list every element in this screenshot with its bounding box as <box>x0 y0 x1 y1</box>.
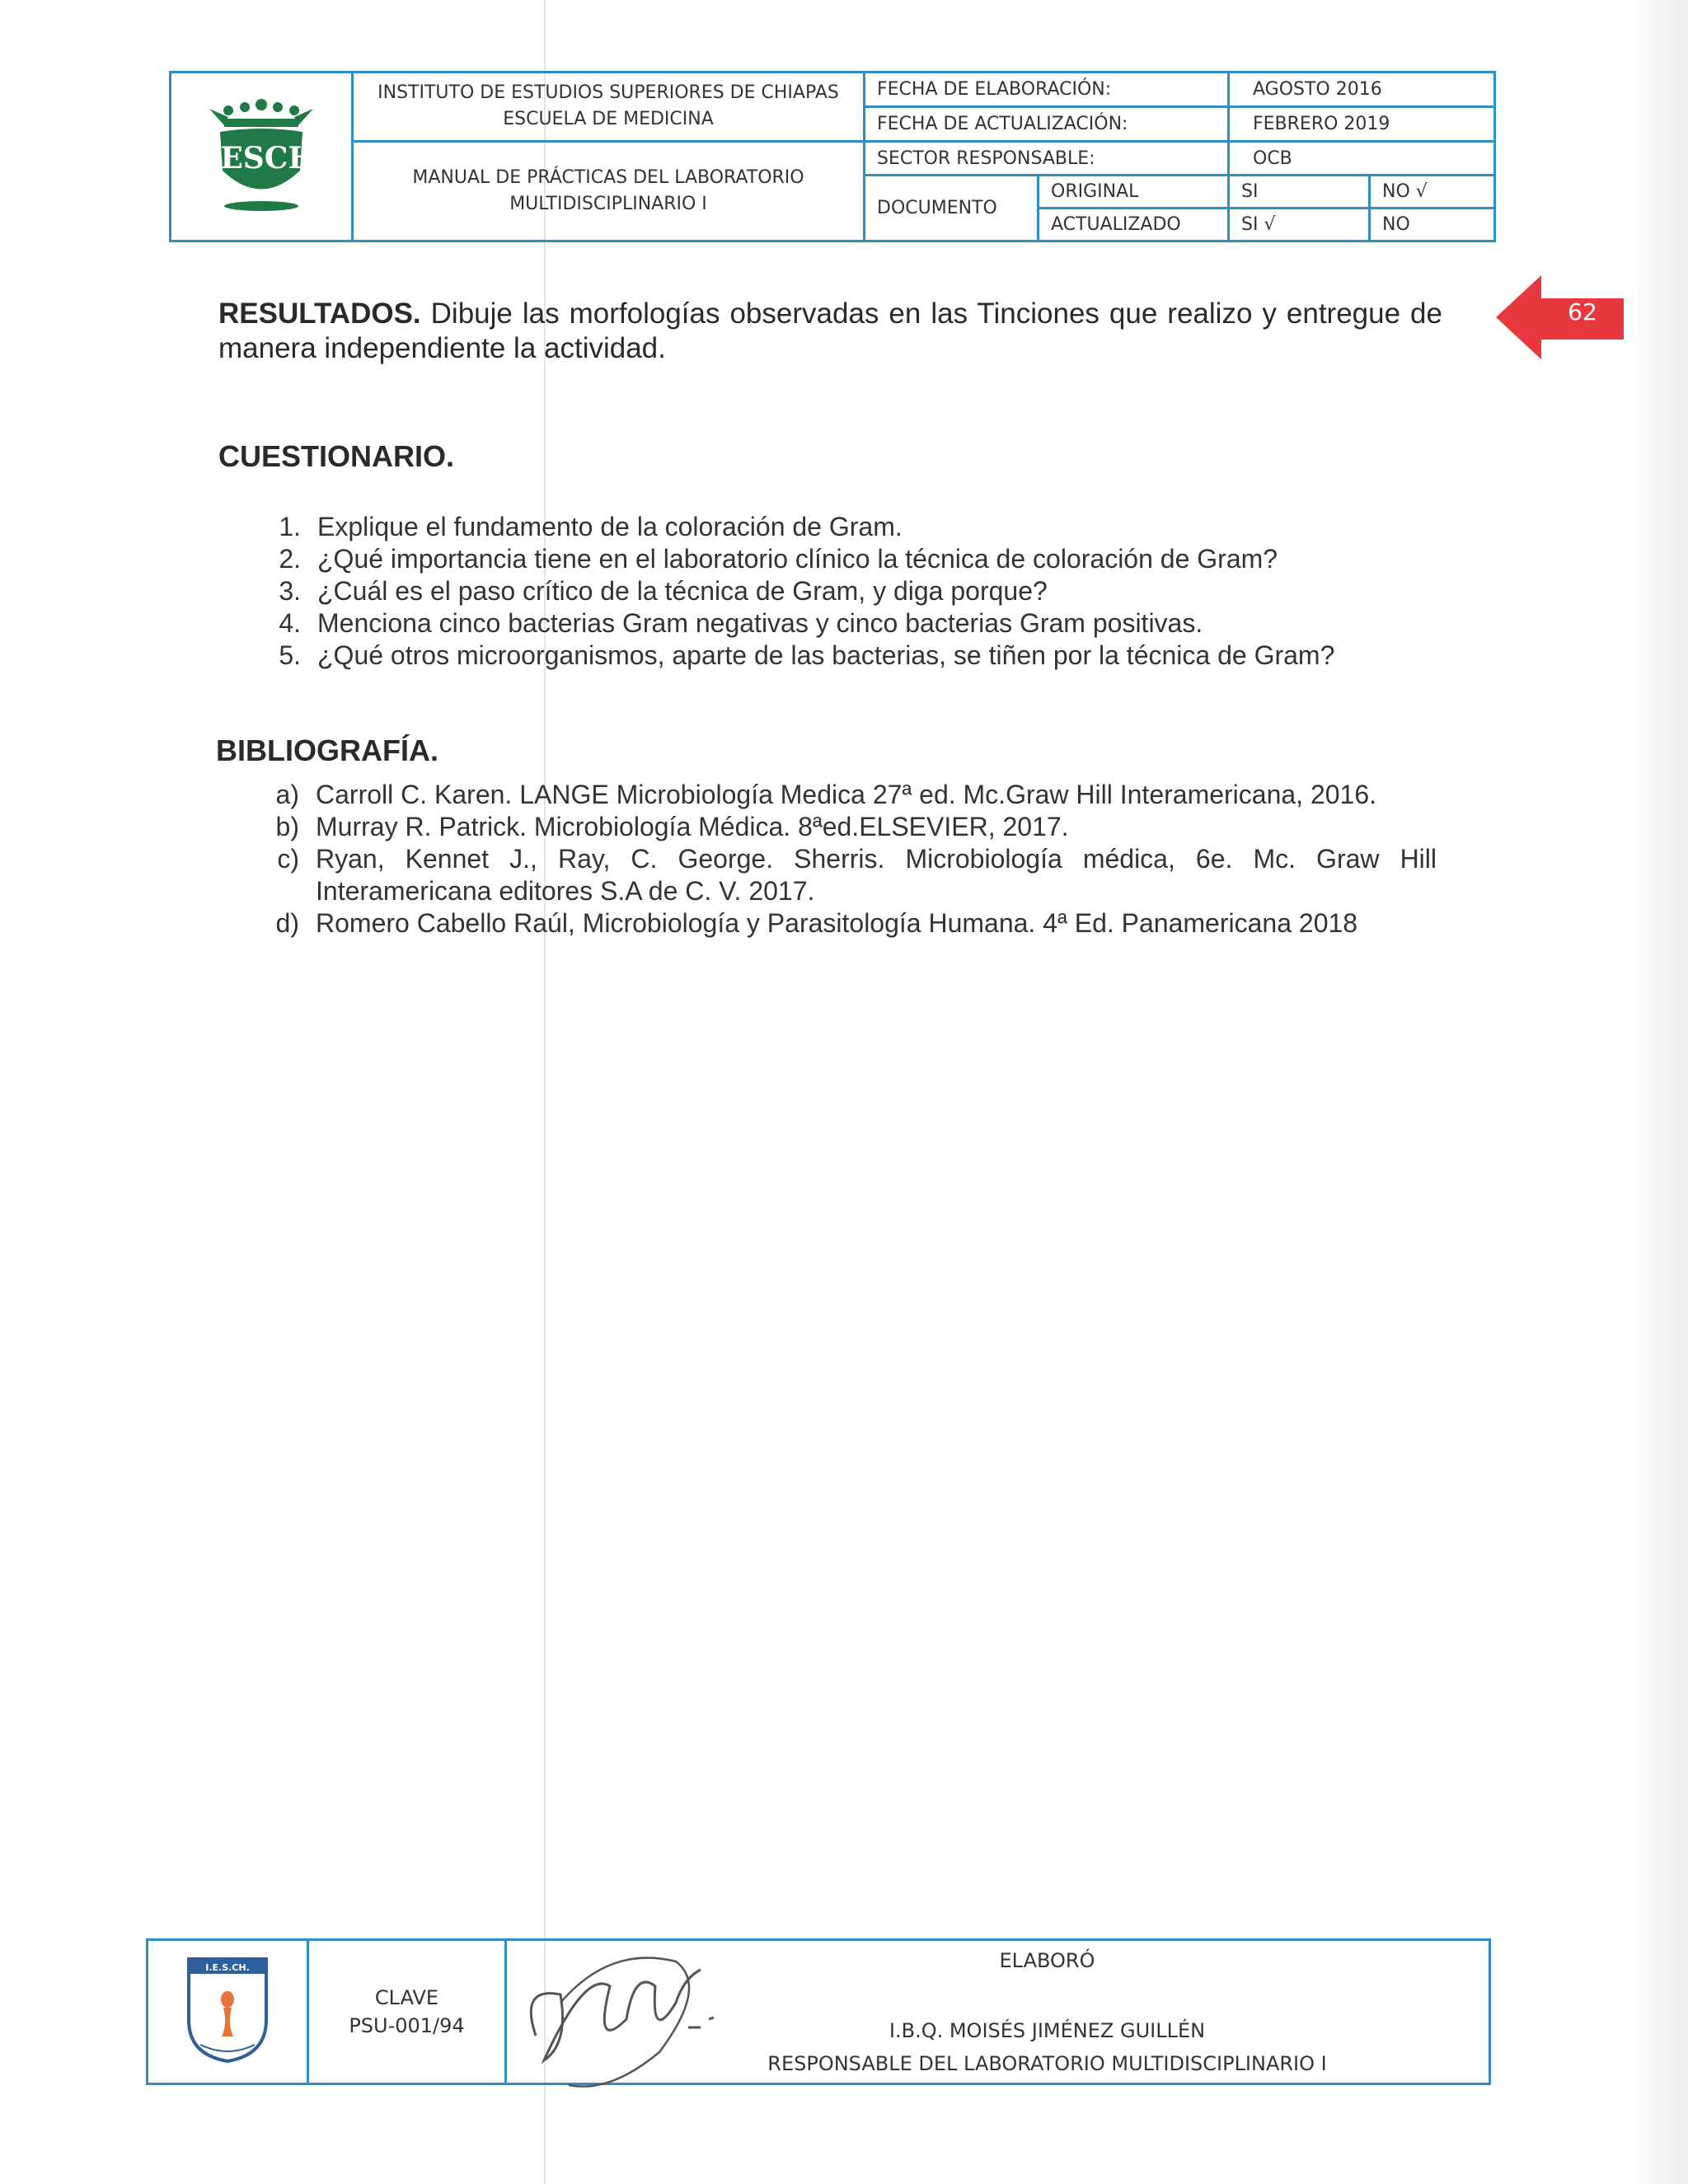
responsible-role: RESPONSABLE DEL LABORATORIO MULTIDISCIPLINARIO I <box>767 2052 1327 2075</box>
clave-value: PSU-001/94 <box>349 2014 465 2037</box>
item-number: 2. <box>279 544 301 574</box>
fecha-elaboracion-value: AGOSTO 2016 <box>1229 73 1495 107</box>
footer-table <box>146 1938 1491 2085</box>
logo-cell <box>171 73 353 241</box>
original-no: NO √ <box>1370 176 1495 209</box>
item-letter: b) <box>275 812 299 841</box>
responsible-name: I.B.Q. MOISÉS JIMÉNEZ GUILLÉN <box>889 2019 1206 2042</box>
school-name: ESCUELA DE MEDICINA <box>503 109 714 130</box>
list-item <box>264 640 1459 672</box>
clave-cell <box>308 1940 506 2084</box>
list-item <box>262 779 1437 811</box>
iesch-logo <box>199 92 323 216</box>
documento-label: DOCUMENTO <box>865 176 1039 241</box>
bibliografia-list <box>262 779 1437 940</box>
manual-title-cell <box>353 141 865 241</box>
elaboro-label: ELABORÓ <box>999 1949 1095 1972</box>
fecha-actualizacion-value: FEBRERO 2019 <box>1229 106 1495 141</box>
list-item <box>264 575 1459 607</box>
university-seal-icon <box>182 1954 273 2065</box>
item-text: Menciona cinco bacterias Gram negativas y cinco bacterias Gram positivas. <box>317 608 1203 638</box>
clave-label: CLAVE <box>374 1986 439 2009</box>
fecha-actualizacion-label: FECHA DE ACTUALIZACIÓN: <box>865 106 1229 141</box>
header-table <box>169 71 1496 242</box>
sector-value: OCB <box>1229 141 1495 176</box>
sector-label: SECTOR RESPONSABLE: <box>865 141 1229 176</box>
cuestionario-list <box>264 511 1459 672</box>
item-text: ¿Qué otros microorganismos, aparte de las bacterias, se tiñen por la técnica de Gram? <box>317 640 1335 670</box>
item-text: Murray R. Patrick. Microbiología Médica. 8ªed.ELSEVIER, 2017. <box>316 812 1069 841</box>
bibliografia-heading: BIBLIOGRAFÍA. <box>216 733 438 767</box>
item-text: ¿Cuál es el paso crítico de la técnica de Gram, y diga porque? <box>317 576 1048 606</box>
item-text: ¿Qué importancia tiene en el laboratorio clínico la técnica de coloración de Gram? <box>317 544 1278 574</box>
original-si: SI <box>1229 176 1370 209</box>
seal-cell <box>148 1940 308 2084</box>
actualizado-no: NO <box>1370 209 1495 241</box>
list-item <box>264 543 1459 575</box>
institution-name: INSTITUTO DE ESTUDIOS SUPERIORES DE CHIAPAS <box>377 82 839 104</box>
item-text: Romero Cabello Raúl, Microbiología y Parasitología Humana. 4ª Ed. Panamericana 2018 <box>316 908 1358 938</box>
list-item <box>262 907 1437 940</box>
list-item <box>262 811 1437 843</box>
svg-text:IESCH: IESCH <box>206 141 316 176</box>
manual-title-line1: MANUAL DE PRÁCTICAS DEL LABORATORIO <box>412 166 804 188</box>
page-number: 62 <box>1568 298 1597 326</box>
item-letter: c) <box>277 844 299 874</box>
item-letter: d) <box>275 908 299 938</box>
item-text: Carroll C. Karen. LANGE Microbiología Medica 27ª ed. Mc.Graw Hill Interamericana, 2016. <box>316 780 1377 809</box>
handwritten-signature <box>511 1937 725 2102</box>
list-item <box>262 843 1437 907</box>
item-text: Ryan, Kennet J., Ray, C. George. Sherris. Microbiología médica, 6e. Mc. Graw Hill Interamericana editores S.A de C. V. 2017. <box>316 844 1437 906</box>
item-number: 1. <box>279 512 301 541</box>
cuestionario-heading: CUESTIONARIO. <box>218 439 455 473</box>
item-number: 5. <box>279 640 301 670</box>
item-number: 3. <box>279 576 301 606</box>
item-letter: a) <box>275 780 299 809</box>
list-item <box>264 511 1459 543</box>
page-edge-shadow <box>1639 0 1688 2184</box>
fecha-elaboracion-label: FECHA DE ELABORACIÓN: <box>865 73 1229 107</box>
list-item <box>264 607 1459 640</box>
institution-cell <box>353 73 865 142</box>
svg-text:I.E.S.CH.: I.E.S.CH. <box>205 1961 250 1973</box>
resultados-text: Dibuje las morfologías observadas en las Tinciones que realizo y entregue de manera independiente la actividad. <box>218 298 1442 364</box>
actualizado-si: SI √ <box>1229 209 1370 241</box>
manual-title-line2: MULTIDISCIPLINARIO I <box>509 193 707 214</box>
original-label: ORIGINAL <box>1039 176 1229 209</box>
resultados-paragraph <box>218 297 1442 366</box>
item-number: 4. <box>279 608 301 638</box>
page-number-tab <box>1496 275 1624 359</box>
resultados-heading: RESULTADOS. <box>218 298 421 330</box>
item-text: Explique el fundamento de la coloración de Gram. <box>317 512 903 541</box>
actualizado-label: ACTUALIZADO <box>1039 209 1229 241</box>
